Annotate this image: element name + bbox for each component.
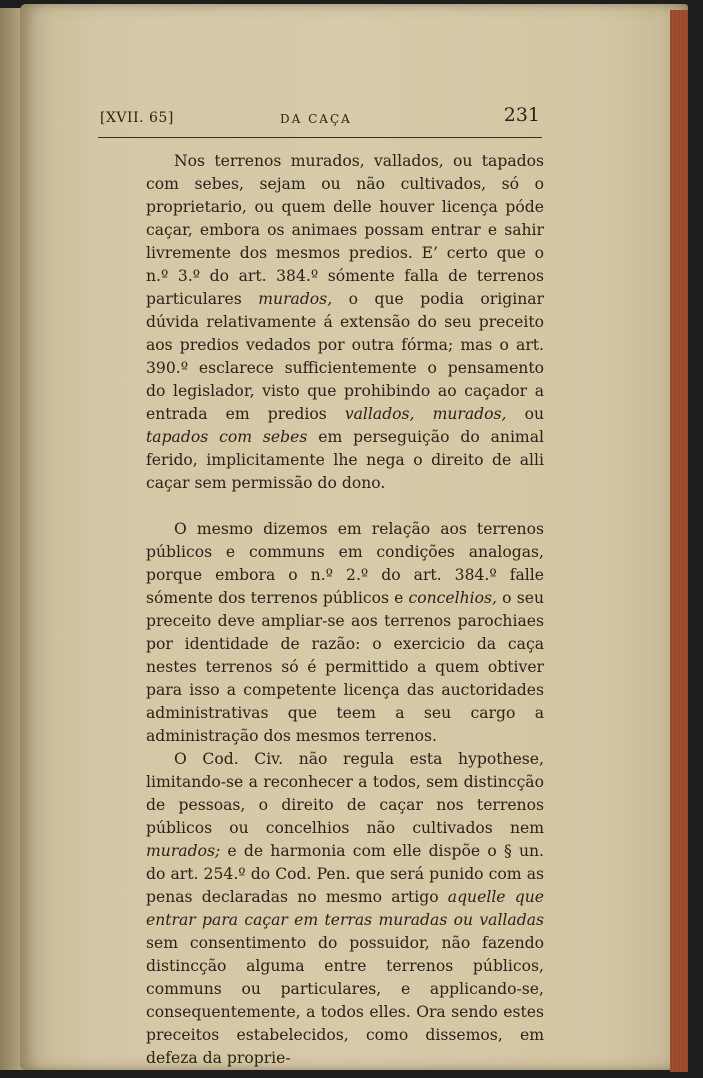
italic-text: concelhios, (408, 589, 498, 607)
text-segment: O mesmo dizemos em relação aos terrenos públicos e communs em condições analogas, porque embora o n.º 2.º do art. 384.º falle sómente dos terrenos públicos e (146, 520, 544, 607)
text-segment: em perseguição do animal ferido, implicitamente lhe nega o direito de alli caçar sem permissão do dono. (146, 428, 544, 492)
running-header (100, 100, 540, 130)
header-rule (98, 137, 542, 138)
text-segment: ou (506, 405, 544, 423)
text-segment: Nos terrenos murados, vallados, ou tapados com sebes, sejam ou não cultivados, só o proprietario, ou quem delle houver licença póde caçar, embora os animaes possam entrar e sahir livremente dos mesmos predios. E’ certo que o n.º 3.º do art. 384.º sómente falla de terrenos particulares (146, 152, 544, 308)
italic-text: tapados com sebes (146, 428, 308, 446)
text-segment: o seu preceito deve ampliar-se aos terrenos parochiaes por identidade de razão: o exercicio da caça nestes terrenos só é permittido a quem obtiver para isso a competente licença das auctoridades administrativas que teem a seu cargo a administração dos mesmos terrenos. (146, 589, 544, 745)
section-reference: [XVII. 65] (100, 110, 174, 126)
paragraph (146, 150, 544, 495)
text-segment: e de harmonia com elle dispõe o § un. do art. 254.º do Cod. Pen. que será punido com as penas declaradas no mesmo artigo (146, 842, 544, 906)
running-title: DA CAÇA (280, 112, 352, 126)
text-segment: o que podia originar dúvida relativamente á extensão do seu preceito aos predios vedados por outra fórma; mas o art. 390.º esclarece sufficientemente o pensamento do legislador, visto que prohibindo ao caçador a entrada em predios (146, 290, 544, 423)
page-number: 231 (503, 104, 540, 126)
paragraph (146, 748, 544, 1070)
body-text (146, 150, 544, 1070)
paragraph (146, 518, 544, 748)
italic-text: murados; (146, 842, 221, 860)
italic-text: vallados, murados, (344, 405, 507, 423)
italic-text: aquelle que entrar para caçar em terras muradas ou valladas (146, 888, 544, 929)
text-segment: O Cod. Civ. não regula esta hypothese, limitando-se a reconhecer a todos, sem distincção de pessoas, o direito de caçar nos terrenos públicos ou concelhios não cultivados nem (146, 750, 544, 837)
page-stack-edge (670, 10, 688, 1072)
italic-text: murados, (258, 290, 333, 308)
text-segment: sem consentimento do possuidor, não fazendo distincção alguma entre terrenos públicos, communs ou particulares, e applicando-se, consequentemente, a todos elles. Ora sendo estes preceitos estabelecidos, como dissemos, em defeza da proprie- (146, 934, 544, 1067)
